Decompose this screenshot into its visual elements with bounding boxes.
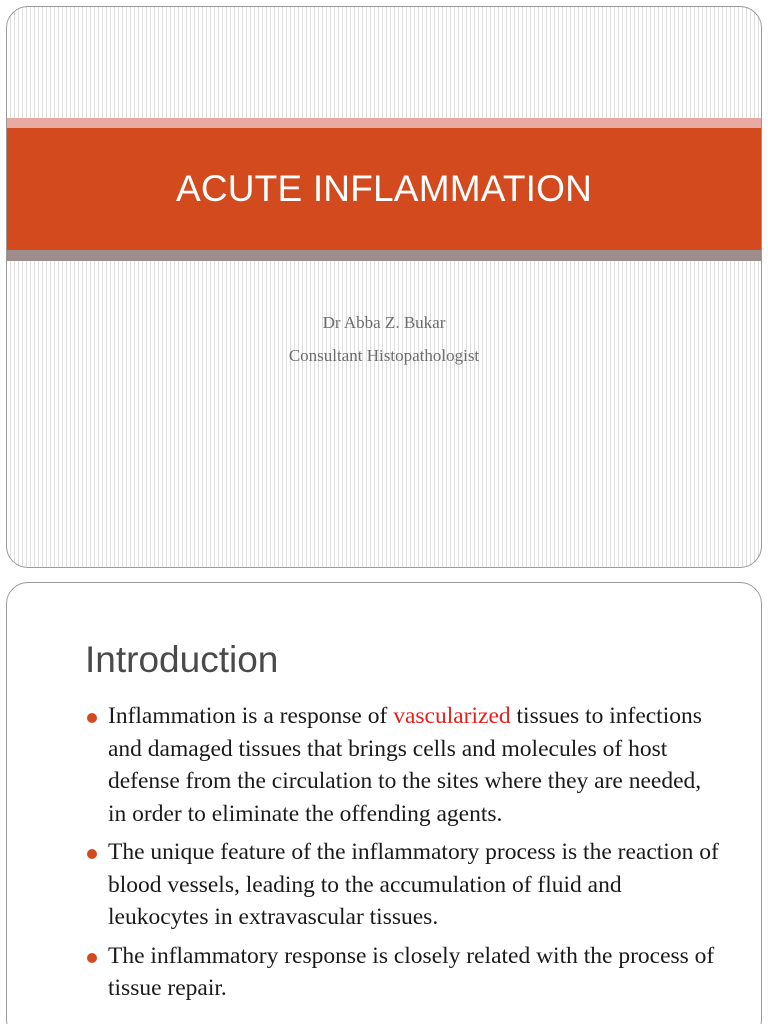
slide-heading: Introduction [85, 639, 279, 680]
bullet-dot-icon [87, 849, 97, 859]
slide-title: ACUTE INFLAMMATION [175, 168, 593, 209]
list-item [85, 700, 725, 830]
bullet-dot-icon [87, 713, 97, 723]
bullet-text: The inflammatory response is closely related with the process of tissue repair. [108, 942, 715, 1001]
title-band-bottom-stripe [7, 250, 761, 261]
title-band [7, 128, 761, 250]
content-slide [6, 582, 762, 1024]
bullet-text: The unique feature of the inflammatory process is the reaction of blood vessels, leading to the accumulation of fluid and leukocytes in extravascular tissues. [108, 839, 719, 930]
title-slide [6, 6, 762, 568]
bullet-highlight-text: vascularized [393, 703, 511, 729]
bullet-text-before: Inflammation is a response of [108, 703, 394, 729]
author-name: Dr Abba Z. Bukar [322, 313, 446, 332]
bullet-list [85, 700, 725, 1011]
list-item [85, 940, 725, 1005]
bullet-text-after: tissues to infections and damaged tissues that brings cells and molecules of host defense from the circulation to the sites where they are needed, in order to eliminate the offending agents. [108, 703, 702, 827]
list-item [85, 836, 725, 934]
title-band-top-stripe [7, 118, 761, 128]
subtitle-block [7, 306, 761, 372]
bullet-dot-icon [87, 953, 97, 963]
author-role: Consultant Histopathologist [288, 346, 480, 365]
